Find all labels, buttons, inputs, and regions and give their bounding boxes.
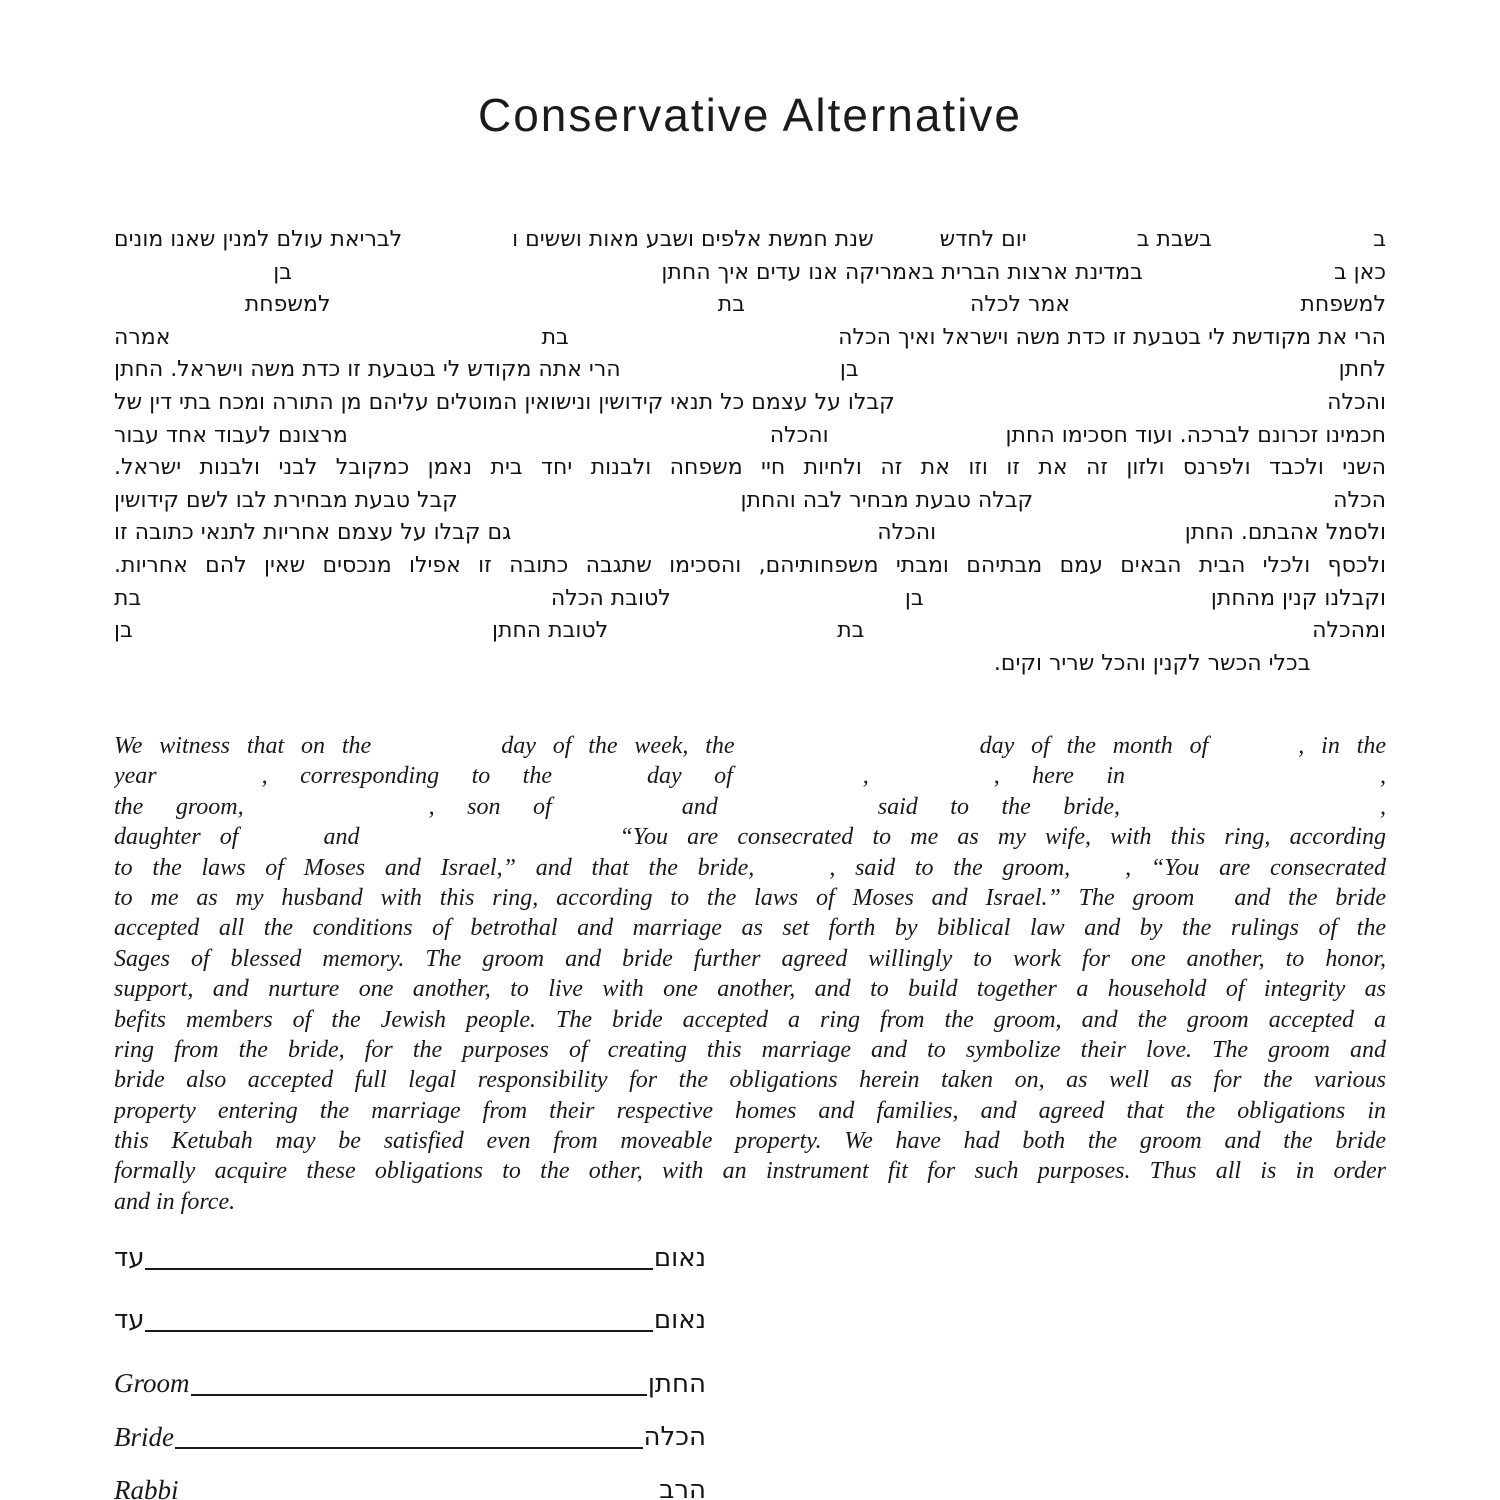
fill-in-blank [458,506,741,507]
hebrew-line-2 [114,257,1386,290]
english-text-segment: and the bride [1234,884,1386,911]
hebrew-line-3 [114,289,1386,322]
hebrew-line-12 [114,583,1386,616]
fill-in-blank [371,752,501,753]
english-line-1 [114,731,1386,761]
hebrew-text-segment: קבל טבעת מבחירת לבו לשם קידושין [114,487,458,513]
hebrew-line-13 [114,615,1386,648]
fill-in-blank [157,782,262,783]
fill-in-blank [895,408,1327,409]
fill-in-blank [114,669,994,670]
fill-in-blank [511,538,877,539]
fill-in-blank [402,245,512,246]
hebrew-text-segment: חכמינו זכרונם לברכה. ועוד חסכימו החתן [1005,422,1386,448]
hebrew-text-segment: והכלה [769,422,829,448]
fill-in-blank [1212,245,1373,246]
english-line-2 [114,761,1386,791]
english-text-segment: , son of [428,793,552,820]
hebrew-line-14 [114,648,1386,681]
fill-in-blank [859,375,1339,376]
english-text-segment: , said to the groom, [829,854,1071,881]
fill-in-blank [1194,904,1234,905]
fill-in-blank [745,310,970,311]
hebrew-text-segment: בת [114,585,142,611]
fill-in-blank [114,278,273,279]
hebrew-text-segment: ולסמל אהבתם. החתן [1184,520,1386,546]
fill-in-blank [733,782,863,783]
fill-in-blank [170,343,541,344]
english-line-14 [114,1126,1386,1156]
hebrew-text-segment: למשפחת [1300,292,1386,318]
fill-in-blank [829,441,1006,442]
fill-in-blank [552,782,647,783]
english-text-segment: We witness that on the [114,733,372,759]
english-text-segment: ring from the bride, for the purposes of creating this marriage and to symbolize their love. The groom and [114,1036,1386,1063]
hebrew-text-segment: קבלו על עצמם כל תנאי קידושין ונישואין המוטלים עליהם מן התורה ומכח בתי דין של [114,389,895,415]
english-text-block [114,731,1386,1217]
english-text-segment: and in force. [114,1188,236,1215]
english-line-9 [114,974,1386,1004]
hebrew-text-segment: מרצונם לעבוד אחד עבור [114,422,348,448]
signature-label-right-bride: הכלה [643,1421,706,1452]
english-line-12 [114,1065,1386,1095]
english-text-segment: day of the week, the [501,733,735,759]
hebrew-text-segment: לטובת החתן [491,618,609,644]
english-line-15 [114,1156,1386,1186]
fill-in-blank [1033,506,1333,507]
hebrew-text-segment: ומהכלה [1312,618,1386,644]
fill-in-blank [864,636,1312,637]
fill-in-blank [621,375,840,376]
hebrew-text-segment: בשבת ב [1136,227,1212,252]
english-text-segment: formally acquire these obligations to the other, with an instrument fit for such purposes. Thus all is in order [114,1158,1386,1185]
hebrew-text-segment: בן [839,357,859,383]
english-text-segment: to the laws of Moses and Israel,” and that the bride, [114,854,755,881]
fill-in-blank [1070,310,1300,311]
hebrew-line-10 [114,517,1386,550]
english-text-segment: , [1380,793,1386,820]
hebrew-text-segment: בת [717,292,745,318]
english-text-segment: “You are consecrated to me as my wife, with this ring, according [619,824,1386,851]
page-title: Conservative Alternative [477,89,1023,141]
signature-block [114,1243,706,1500]
hebrew-text-segment: כאן ב [1333,259,1386,285]
fill-in-blank [1125,782,1380,783]
fill-in-blank [874,245,940,246]
hebrew-text-segment: בן [114,618,133,644]
fill-in-blank [735,752,980,753]
english-line-10 [114,1005,1386,1035]
fill-in-blank [936,538,1185,539]
signature-label-left-rabbi: Rabbi [114,1475,179,1500]
english-text-segment: property entering the marriage from their respective homes and families, and agreed that the obligations in [114,1097,1386,1124]
fill-in-blank [114,310,245,311]
signature-row-witness-2 [114,1305,706,1336]
hebrew-text-segment: קבלה טבעת מבחיר לבה והחתן [740,487,1034,513]
signature-line-bride [175,1446,643,1449]
hebrew-text-segment: בן [273,259,292,285]
english-text-segment: befits members of the Jewish people. The bride accepted a ring from the groom, and the groom accepted a [114,1006,1386,1033]
hebrew-line-5 [114,354,1386,387]
hebrew-text-segment: גם קבלו על עצמם אחריות לתנאי כתובה זו [114,520,512,546]
hebrew-text-segment: לבריאת עולם למנין שאנו מונים [114,227,403,252]
hebrew-text-segment: בת [837,618,865,644]
english-text-segment: the groom, [114,793,244,820]
fill-in-blank [608,636,837,637]
english-line-11 [114,1035,1386,1065]
hebrew-text-segment: בת [541,324,569,350]
hebrew-text-segment: אמרה [114,324,171,350]
english-text-segment: support, and nurture one another, to live with one another, and to build together a household of integrity as [114,976,1386,1003]
signature-row-bride [114,1421,706,1453]
signature-row-groom [114,1367,706,1399]
signature-label-right-witness-2: נאום [653,1305,706,1336]
fill-in-blank [569,343,838,344]
english-text-segment: daughter of [114,824,239,851]
signature-label-right-witness-1: נאום [653,1243,706,1273]
signature-line-witness-2 [145,1329,652,1332]
fill-in-blank [238,843,323,844]
fill-in-blank [754,874,829,875]
english-text-segment: said to the bride, [877,793,1121,820]
english-text-segment: to me as my husband with this ring, according to the laws of Moses and Israel.” The groom [114,884,1195,911]
fill-in-blank [359,843,619,844]
fill-in-blank [348,441,770,442]
english-text-segment: Sages of blessed memory. The groom and bride further agreed willingly to work for one another, to honor, [114,945,1386,972]
english-line-4 [114,822,1386,852]
hebrew-line-6 [114,387,1386,420]
fill-in-blank [718,813,878,814]
hebrew-text-segment: הרי אתה מקודש לי בטבעת זו כדת משה וישראל. החתן [114,357,621,383]
hebrew-text-segment: והכלה [877,520,937,546]
english-text-segment: this Ketubah may be satisfied even from moveable property. We have had both the groom and the bride [114,1128,1386,1155]
signature-line-groom [191,1393,647,1396]
english-text-segment: , “You are consecrated [1125,854,1386,881]
english-text-segment: day of the month of [979,733,1209,759]
signature-label-left-witness-1: עד [114,1243,145,1273]
hebrew-text-segment: וקבלנו קנין מהחתן [1210,585,1386,611]
hebrew-text-segment: אמר לכלה [970,292,1071,318]
english-text-segment: day of [647,763,733,790]
hebrew-text-segment: ב [1373,227,1386,252]
fill-in-blank [1310,669,1386,670]
english-text-segment: and [681,793,718,820]
fill-in-blank [141,604,551,605]
english-text-segment: , in the [1298,733,1386,759]
hebrew-text-segment: במדינת ארצות הברית באמריקה אנו עדים איך החתן [661,259,1143,285]
signature-row-witness-1 [114,1243,706,1274]
english-line-16 [114,1187,1386,1217]
english-line-5 [114,853,1386,883]
signature-label-right-groom: החתן [647,1368,706,1399]
fill-in-blank [671,604,905,605]
english-text-segment: , corresponding to the [261,763,552,790]
hebrew-line-7 [114,420,1386,453]
english-text-segment: , [1380,763,1386,790]
fill-in-blank [133,636,492,637]
hebrew-text-segment: שנת חמשת אלפים ושבע מאות וששים ו [512,227,874,252]
english-text-segment: and [323,824,360,851]
english-text-segment: accepted all the conditions of betrothal and marriage as set forth by biblical law and by the rulings of the [114,915,1386,942]
english-text-segment: , here in [993,763,1126,790]
signature-row-rabbi [114,1474,706,1500]
hebrew-text-segment: הכלה [1333,487,1386,513]
hebrew-line-4 [114,322,1386,355]
hebrew-text-segment: בכלי הכשר לקנין והכל שריר וקים. [993,650,1311,676]
fill-in-blank [330,310,717,311]
hebrew-text-segment: הרי את מקודשת לי בטבעת זו כדת משה וישראל ואיך הכלה [838,324,1386,350]
english-line-8 [114,944,1386,974]
english-line-13 [114,1096,1386,1126]
hebrew-line-9 [114,485,1386,518]
signature-label-left-bride: Bride [114,1421,174,1452]
english-line-7 [114,913,1386,943]
signature-label-right-rabbi: הרב [659,1475,706,1500]
signature-label-left-groom: Groom [114,1368,190,1399]
fill-in-blank [1208,752,1298,753]
hebrew-line-11: ולכסף ולכלי הבית הבאים עמם מבתיהם ומבתי משפחותיהם, והסכימו שתגבה כתובה זו אפילו מנכסים שאין להם אחריות. [114,552,1386,578]
fill-in-blank [1120,813,1380,814]
fill-in-blank [1143,278,1334,279]
signature-line-witness-1 [145,1267,652,1270]
hebrew-line-1 [114,224,1386,257]
hebrew-text-segment: לחתן [1338,357,1386,383]
english-line-3 [114,792,1386,822]
english-text-segment: year [114,763,157,790]
hebrew-text-segment: לטובת הכלה [550,585,671,611]
hebrew-text-segment: למשפחת [244,292,331,318]
fill-in-blank [292,278,661,279]
fill-in-blank [244,813,429,814]
fill-in-blank [1070,874,1125,875]
hebrew-text-segment: בן [904,585,924,611]
hebrew-text-block [114,224,1386,680]
fill-in-blank [1027,245,1137,246]
fill-in-blank [924,604,1211,605]
english-line-6 [114,883,1386,913]
hebrew-text-segment: והכלה [1327,389,1386,415]
fill-in-blank [869,782,994,783]
hebrew-line-8: השני ולכבד ולפרנס ולזון זה את זו וזו את זה ולחיות חיי משפחה ולבנות יחד בית נאמן כמקובל לבני ולבנות ישראל. [114,455,1386,481]
english-text-segment: , [862,763,869,790]
signature-label-left-witness-2: עד [114,1305,145,1336]
hebrew-text-segment: יום לחדש [939,227,1027,252]
fill-in-blank [552,813,682,814]
english-text-segment: bride also accepted full legal responsibility for the obligations herein taken on, as well as for the various [114,1067,1386,1094]
